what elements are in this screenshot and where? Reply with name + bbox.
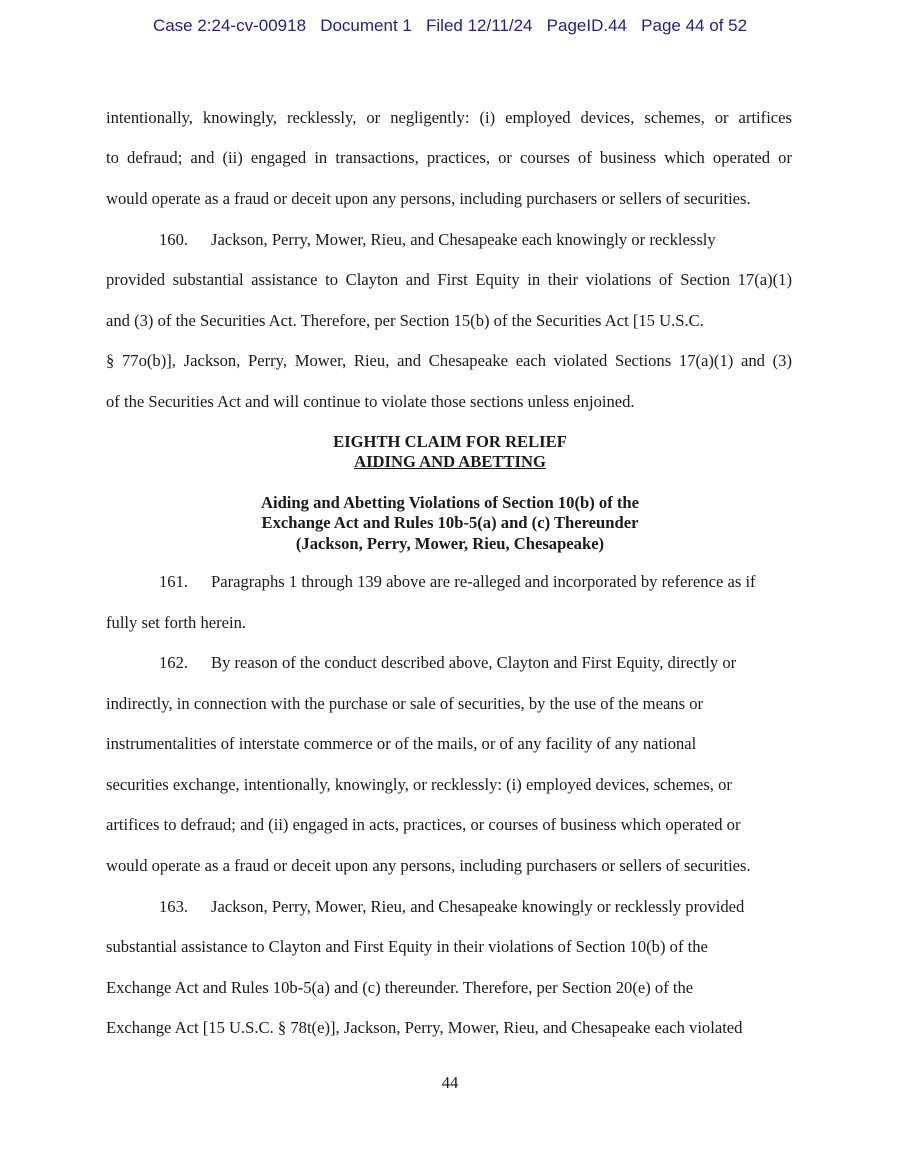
body-line: fully set forth herein.	[106, 613, 247, 632]
body-line: Exchange Act and Rules 10b-5(a) and (c) thereunder. Therefore, per Section 20(e) of the	[106, 978, 694, 997]
paragraph-163-first-line	[159, 897, 792, 917]
claim-subtitle-text: AIDING AND ABETTING	[354, 452, 546, 471]
claim-description-line: Exchange Act and Rules 10b-5(a) and (c) Thereunder	[261, 513, 639, 532]
body-text: Jackson, Perry, Mower, Rieu, and Chesapeake knowingly or recklessly provided	[211, 897, 745, 916]
page-number: 44	[441, 1073, 459, 1092]
body-text: Paragraphs 1 through 139 above are re-alleged and incorporated by reference as if	[211, 572, 756, 591]
claim-subtitle	[0, 452, 900, 472]
body-line: provided substantial assistance to Clayton and First Equity in their violations of Section 17(a)(1)	[106, 270, 792, 289]
body-text: By reason of the conduct described above, Clayton and First Equity, directly or	[211, 653, 737, 672]
body-line: artifices to defraud; and (ii) engaged in acts, practices, or courses of business which operated or	[106, 815, 741, 834]
body-line: would operate as a fraud or deceit upon any persons, including purchasers or sellers of securities.	[106, 189, 751, 208]
body-line: to defraud; and (ii) engaged in transactions, practices, or courses of business which operated or	[106, 148, 792, 167]
body-text: Jackson, Perry, Mower, Rieu, and Chesapeake each knowingly or recklessly	[211, 230, 716, 249]
paragraph-number: 161.	[159, 572, 189, 591]
body-line: instrumentalities of interstate commerce or of the mails, or of any facility of any national	[106, 734, 697, 753]
claim-title: EIGHTH CLAIM FOR RELIEF	[333, 432, 567, 451]
body-line: substantial assistance to Clayton and First Equity in their violations of Section 10(b) of the	[106, 937, 708, 956]
body-line: indirectly, in connection with the purchase or sale of securities, by the use of the means or	[106, 694, 704, 713]
paragraph-number: 162.	[159, 653, 189, 672]
body-line: Exchange Act [15 U.S.C. § 78t(e)], Jackson, Perry, Mower, Rieu, and Chesapeake each violated	[106, 1018, 743, 1037]
claim-description-line: (Jackson, Perry, Mower, Rieu, Chesapeake)	[295, 534, 605, 553]
paragraph-number: 163.	[159, 897, 189, 916]
body-line: § 77o(b)], Jackson, Perry, Mower, Rieu, and Chesapeake each violated Sections 17(a)(1) and (3)	[106, 351, 792, 370]
body-line: would operate as a fraud or deceit upon any persons, including purchasers or sellers of securities.	[106, 856, 751, 875]
body-line: of the Securities Act and will continue to violate those sections unless enjoined.	[106, 392, 635, 411]
claim-description-line: Aiding and Abetting Violations of Section 10(b) of the	[260, 493, 639, 512]
body-line: and (3) of the Securities Act. Therefore, per Section 15(b) of the Securities Act [15 U.S.C.	[106, 311, 704, 330]
paragraph-162-first-line	[159, 653, 792, 673]
paragraph-number: 160.	[159, 230, 189, 249]
paragraph-161-first-line	[159, 572, 792, 592]
paragraph-160-first-line	[159, 230, 792, 250]
case-header: Case 2:24-cv-00918 Document 1 Filed 12/11/24 PageID.44 Page 44 of 52	[152, 16, 748, 35]
body-line: securities exchange, intentionally, knowingly, or recklessly: (i) employed devices, schemes, or	[106, 775, 732, 794]
body-line: intentionally, knowingly, recklessly, or negligently: (i) employed devices, schemes, or artifices	[106, 108, 792, 127]
